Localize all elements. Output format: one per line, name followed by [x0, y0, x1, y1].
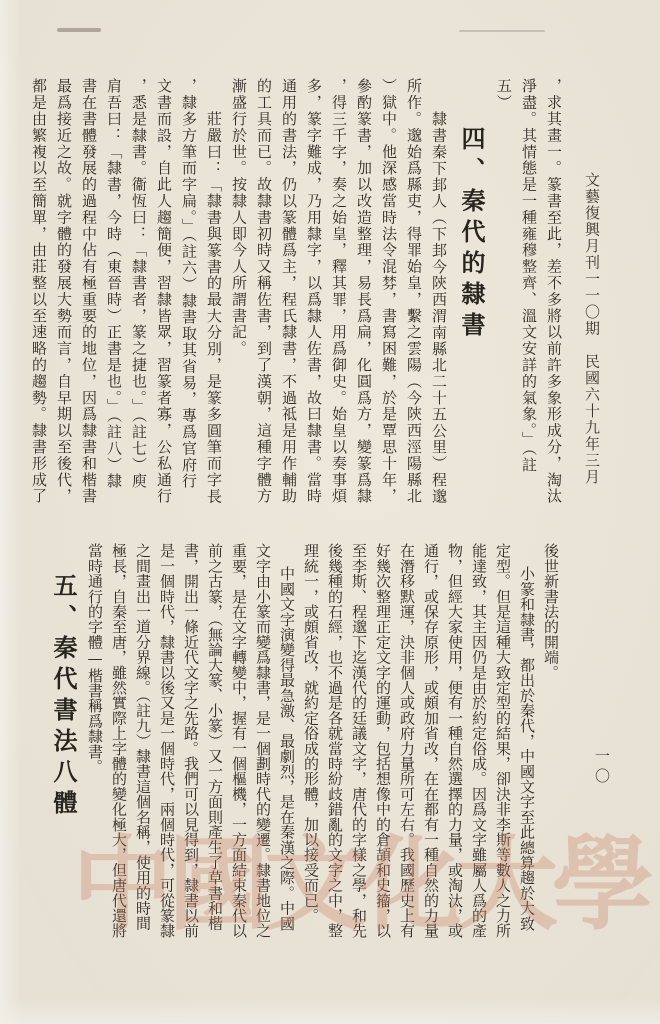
text-column: 前之古篆，（無論大篆、小篆）又一方面則產生了草書和楷 [206, 543, 224, 931]
text-column: 後幾種的石經，也不過是各就當時紛歧錯亂的文字之中，整 [326, 543, 344, 939]
text-column: 至李斯、程邈下迄漢代的廷議文字，唐代的字樣之學，和先 [350, 543, 368, 939]
library-watermark: 中國文化大學 [72, 825, 648, 945]
text-column: 中國文字演變得最急激、最劇烈，是在秦漢之際。中國 [278, 565, 296, 931]
text-column: 之間畫出一道分界線。（註九）隸書這個名稱，使用的時間 [134, 543, 152, 931]
text-column: ）獄中。他深感當時法令混棼，書寫困難，於是覃思十年， [380, 78, 398, 505]
text-column: 多，篆字難成，乃用隸字，以爲隸人佐書，故曰隸書。當時 [305, 78, 323, 505]
text-column: 是一個時代，隸書以後又是一個時代，兩個時代，可從篆隸 [158, 543, 176, 939]
text-column: 肩吾曰：「隸書，今時（東晉時）正書是也。」（註八）隸 [105, 78, 123, 490]
text-column: 莊嚴曰：「隸書與篆書的最大分別，是篆多圓筆而字長 [205, 110, 223, 505]
text-column: 小篆和隸書，都出於秦代，中國文字至此總算趨於大致 [518, 565, 536, 931]
text-column: ，得三千字，奏之始皇，釋其罪，用爲御史。始皇以奏事煩 [330, 78, 348, 505]
text-column: 後世新書法的開端。 [542, 543, 560, 680]
text-column: 的工具而已。故隸書初時又稱佐書，到了漢朝，這種字體方 [255, 78, 273, 505]
text-column: 好幾次整理正定文字的運動，包括想像中的倉頡和史籀，以 [374, 543, 392, 939]
scan-artifact [57, 28, 101, 32]
text-block-top [26, 78, 566, 516]
text-column: 最爲接近之故。就字體的發展大勢而言，自早期以至後代， [55, 78, 73, 505]
text-column: 通行，或保存原形，或頗加省改，在在都有一種自然的力量 [422, 543, 440, 939]
text-column: 當時通行的字體—楷書稱爲隸書。 [86, 543, 104, 774]
text-column: 淨盡。其情態是一種雍穆整齊、溫文安詳的氣象。」（註 [520, 78, 538, 473]
text-column: 所作。邈始爲縣吏，得罪始皇，繫之雲陽（今陝西涇陽縣北 [405, 78, 423, 505]
text-column: 漸盛行於世。按隸人即今人所謂書記。 [230, 78, 248, 357]
text-column: ，悉是隸書。衞恆曰：「隸書者，篆之捷也。」（註七）庾 [130, 78, 148, 490]
text-column: 物，但經大家使用，便有一種自然選擇的力量，或淘汰，或 [446, 543, 464, 939]
page-number: 一〇 [593, 748, 611, 788]
scan-artifact [459, 30, 545, 32]
text-column: 隸書秦下邽人（下邽今陝西渭南縣北二十五公里）程邈 [430, 110, 448, 505]
section-heading: 五、秦代書法八體 [49, 573, 78, 821]
text-column: ，隸多方筆而字扁。」（註六）隸書取其省易，專爲官府行 [180, 78, 198, 490]
text-column: 極長，自秦至唐，雖然實際上字體的變化極大，但唐代還將 [110, 543, 128, 939]
text-column: 理統一，或頗省改，就約定俗成的形體，加以接受而已。 [302, 543, 320, 923]
text-column: 文字由小篆而變爲隸書，是一個劃時代的變遷。隸書地位之 [254, 543, 272, 939]
text-column: 五） [495, 78, 513, 111]
text-column: 在潛移默運，決非個人或政府力量所可左右。我國歷史上有 [398, 543, 416, 939]
text-column: 能達致，其主因仍是由於約定俗成。因爲文字雖屬人爲的產 [470, 543, 488, 939]
text-column: 通用的書法，仍以篆體爲主，程氏隸書，不過祗是用作輔助 [280, 78, 298, 505]
text-column: 定型。但是這種大致定型的結果，卻決非李斯等數人之力所 [494, 543, 512, 939]
text-column: 書在書體發展的過程中佔有極重要的地位，因爲隸書和楷書 [80, 78, 98, 505]
text-column: 重要，是在文字轉變中，握有一個樞機，一方面結束秦代以 [230, 543, 248, 939]
section-heading: 四、秦代的隸書 [457, 126, 486, 343]
text-column: 文書而設，自此人趨簡便，習隸皆眾，習篆者寡，公私通行 [155, 78, 173, 505]
text-column: 都是由繁複以至簡單，由莊整以至速略的趨勢。隸書形成了 [30, 78, 48, 505]
journal-header: 文藝復興月刊一一〇期 民國六十九年三月 [583, 172, 601, 486]
text-column: 書，開出一條近代文字之先路。我們可以見得到，隸書以前 [182, 543, 200, 939]
text-column: 參酌篆書，加以改造整理，易長爲扁，化圓爲方，變篆爲隸 [355, 78, 373, 505]
text-column: ，求其畫一。篆書至此，差不多將以前許多象形成分，淘汰 [545, 78, 563, 505]
text-block-bottom [43, 543, 563, 953]
